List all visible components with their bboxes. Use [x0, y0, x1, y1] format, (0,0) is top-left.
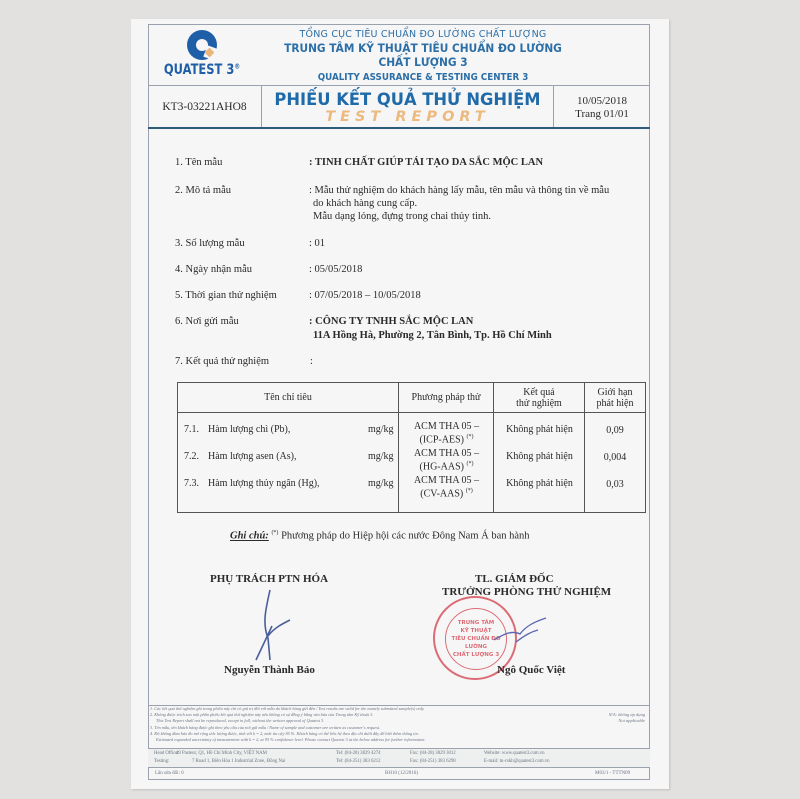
org-name: TRUNG TÂM KỸ THUẬT TIÊU CHUẨN ĐO LƯỜNG CHẤT LƯỢNG 3 — [284, 41, 562, 69]
row-number: 7.2. — [184, 451, 199, 462]
table-row — [178, 421, 645, 451]
unit: mg/kg — [368, 478, 394, 489]
sender-company: : CÔNG TY TNHH SẮC MỘC LAN — [309, 316, 474, 327]
org-name-en: QUALITY ASSURANCE & TESTING CENTER 3 — [317, 72, 529, 83]
test-result: Không phát hiện — [506, 478, 573, 489]
report-title — [262, 86, 554, 128]
report-code: KT3-03221AHO8 — [148, 86, 262, 128]
quatest-logo — [152, 28, 252, 82]
parameter-name: Hàm lượng thủy ngân (Hg), — [208, 478, 320, 489]
field-label: 2. Mô tả mẫu — [175, 185, 231, 196]
test-result: Không phát hiện — [506, 451, 573, 462]
page-number: Trang 01/01 — [575, 108, 629, 120]
column-header-detection-limit: Giới hạn phát hiện — [596, 386, 634, 409]
unit: mg/kg — [368, 424, 394, 435]
unit: mg/kg — [368, 451, 394, 462]
row-number: 7.3. — [184, 478, 199, 489]
right-signatory-title2: TRƯỞNG PHÒNG THỬ NGHIỆM — [442, 586, 612, 598]
column-header-result: Kết quả thử nghiệm — [516, 386, 562, 409]
quatest-q-icon — [187, 30, 217, 60]
report-title-band — [148, 86, 650, 128]
organization-block — [258, 29, 588, 83]
note-label: Ghi chú: — [230, 530, 269, 542]
form-code: BH10 (12/2016) — [385, 771, 418, 776]
column-header-parameter: Tên chỉ tiêu — [264, 392, 312, 403]
header-divider — [148, 127, 650, 129]
field-value-line3: Mẫu dạng lỏng, đựng trong chai thủy tinh. — [313, 211, 492, 222]
sender-address: 11A Hồng Hà, Phường 2, Tân Bình, Tp. Hồ Chí Minh — [313, 330, 552, 341]
detection-limit: 0,03 — [606, 479, 624, 490]
footer-notes: 1. Các kết quả thử nghiệm ghi trong phiếu này chỉ có giá trị đối với mẫu do khách hàng gửi đến / Test results are valid for the namely submitted sample(s) only. 2. Không được trích sao một phần phiếu kết quả thử nghiệm này nếu không có sự đồng ý bằng văn bản của Trung tâm Kỹ thuật 3. This Test Report shall not be reproduced, except in full, without the written approval of Quatest 3. 3. Tên mẫu, tên khách hàng được ghi theo yêu cầu của nơi gửi mẫu / Name of sample and customer are written as customer's request. 4. Độ không đảm bảo đo mở rộng ước lượng được, tính với k = 2, mức tin cậy 95 %. Khách hàng có thể liên hệ theo địa chỉ dưới đây để biết thêm thông tin. Estimated expanded uncertainty of measurement with k = 2, at 95 % confidence level. Please contact Quatest 3 at the below address for further information. — [150, 706, 426, 743]
right-signature-icon — [490, 612, 550, 652]
right-signer-name: Ngô Quốc Việt — [497, 664, 566, 676]
test-method: ACM THA 05 – (ICP-AES) (*) — [413, 421, 480, 446]
table-row — [178, 475, 645, 505]
left-signer-name: Nguyễn Thành Bảo — [224, 664, 315, 676]
field-label: 5. Thời gian thử nghiệm — [175, 290, 277, 301]
column-header-method: Phương pháp thử — [411, 392, 481, 403]
org-parent: TỔNG CỤC TIÊU CHUẨN ĐO LƯỜNG CHẤT LƯỢNG — [299, 29, 547, 40]
parameter-name: Hàm lượng asen (As), — [208, 451, 297, 462]
parameter-name: Hàm lượng chì (Pb), — [208, 424, 291, 435]
field-value: : 07/05/2018 – 10/05/2018 — [309, 290, 421, 301]
test-method: ACM THA 05 – (CV-AAS) (*) — [413, 475, 480, 500]
title-vietnamese: PHIẾU KẾT QUẢ THỬ NGHIỆM — [274, 90, 541, 110]
results-table — [177, 382, 646, 513]
report-date-block — [554, 86, 650, 128]
row-number: 7.1. — [184, 424, 199, 435]
left-signatory-title: PHỤ TRÁCH PTN HÓA — [210, 573, 329, 585]
test-result: Không phát hiện — [506, 424, 573, 435]
field-label: 6. Nơi gửi mẫu — [175, 316, 239, 327]
field-value-line2: do khách hàng cung cấp. — [313, 198, 418, 209]
field-value-line1: : Mẫu thử nghiệm do khách hàng lấy mẫu, tên mẫu và thông tin về mẫu — [309, 185, 610, 196]
report-date: 10/05/2018 — [576, 95, 628, 107]
field-label: 3. Số lượng mẫu — [175, 238, 245, 249]
field-label: 1. Tên mẫu — [175, 157, 223, 168]
title-english: TEST REPORT — [325, 109, 490, 125]
official-stamp: TRUNG TÂM KỸ THUẬT TIÊU CHUẨN ĐO LƯỜNG CHẤT LƯỢNG 3 — [433, 596, 517, 680]
field-label: 4. Ngày nhận mẫu — [175, 264, 252, 275]
footer-contact-band: Head Office: 49 Pasteur, Q1, Hồ Chí Minh City, VIỆT NAM Tel: (84-28) 3829 4274 Fax: (84-28) 3829 3012 Website: www.quatest3.com.vn Testing: 7 Road 1, Biên Hòa 1 Industrial Zone, Đồng Nai Tel: (84-251) 383 6212 Fax: (84-251) 383 6298 E-mail: tn-cskh@quatest3.com.vn — [148, 748, 650, 768]
detection-limit: 0,09 — [606, 425, 624, 436]
field-value: : 01 — [309, 238, 326, 249]
document-code: M03/1 - TTTN09 — [595, 771, 631, 776]
field-value: : 05/05/2018 — [309, 264, 363, 275]
right-signatory-title1: TL. GIÁM ĐỐC — [475, 573, 554, 585]
test-method: ACM THA 05 – (HG-AAS) (*) — [413, 448, 480, 473]
note-text: Phương pháp do Hiệp hội các nước Đông Nam Á ban hành — [278, 530, 530, 542]
footer-na-legend: N/A: không áp dụng Not applicable — [608, 712, 645, 723]
field-value: : — [310, 356, 313, 367]
detection-limit: 0,004 — [603, 452, 627, 463]
field-value: : TINH CHẤT GIÚP TÁI TẠO DA SẮC MỘC LAN — [309, 157, 544, 168]
revision-number: Lần sửa đổi: 0 — [155, 771, 184, 776]
field-label: 7. Kết quả thử nghiệm — [175, 356, 270, 367]
left-signature-icon — [248, 588, 298, 663]
logo-text: QUATEST 3® — [163, 62, 241, 78]
table-row — [178, 448, 645, 478]
footnote: Ghi chú: (*) Phương pháp do Hiệp hội các nước Đông Nam Á ban hành — [230, 530, 530, 542]
